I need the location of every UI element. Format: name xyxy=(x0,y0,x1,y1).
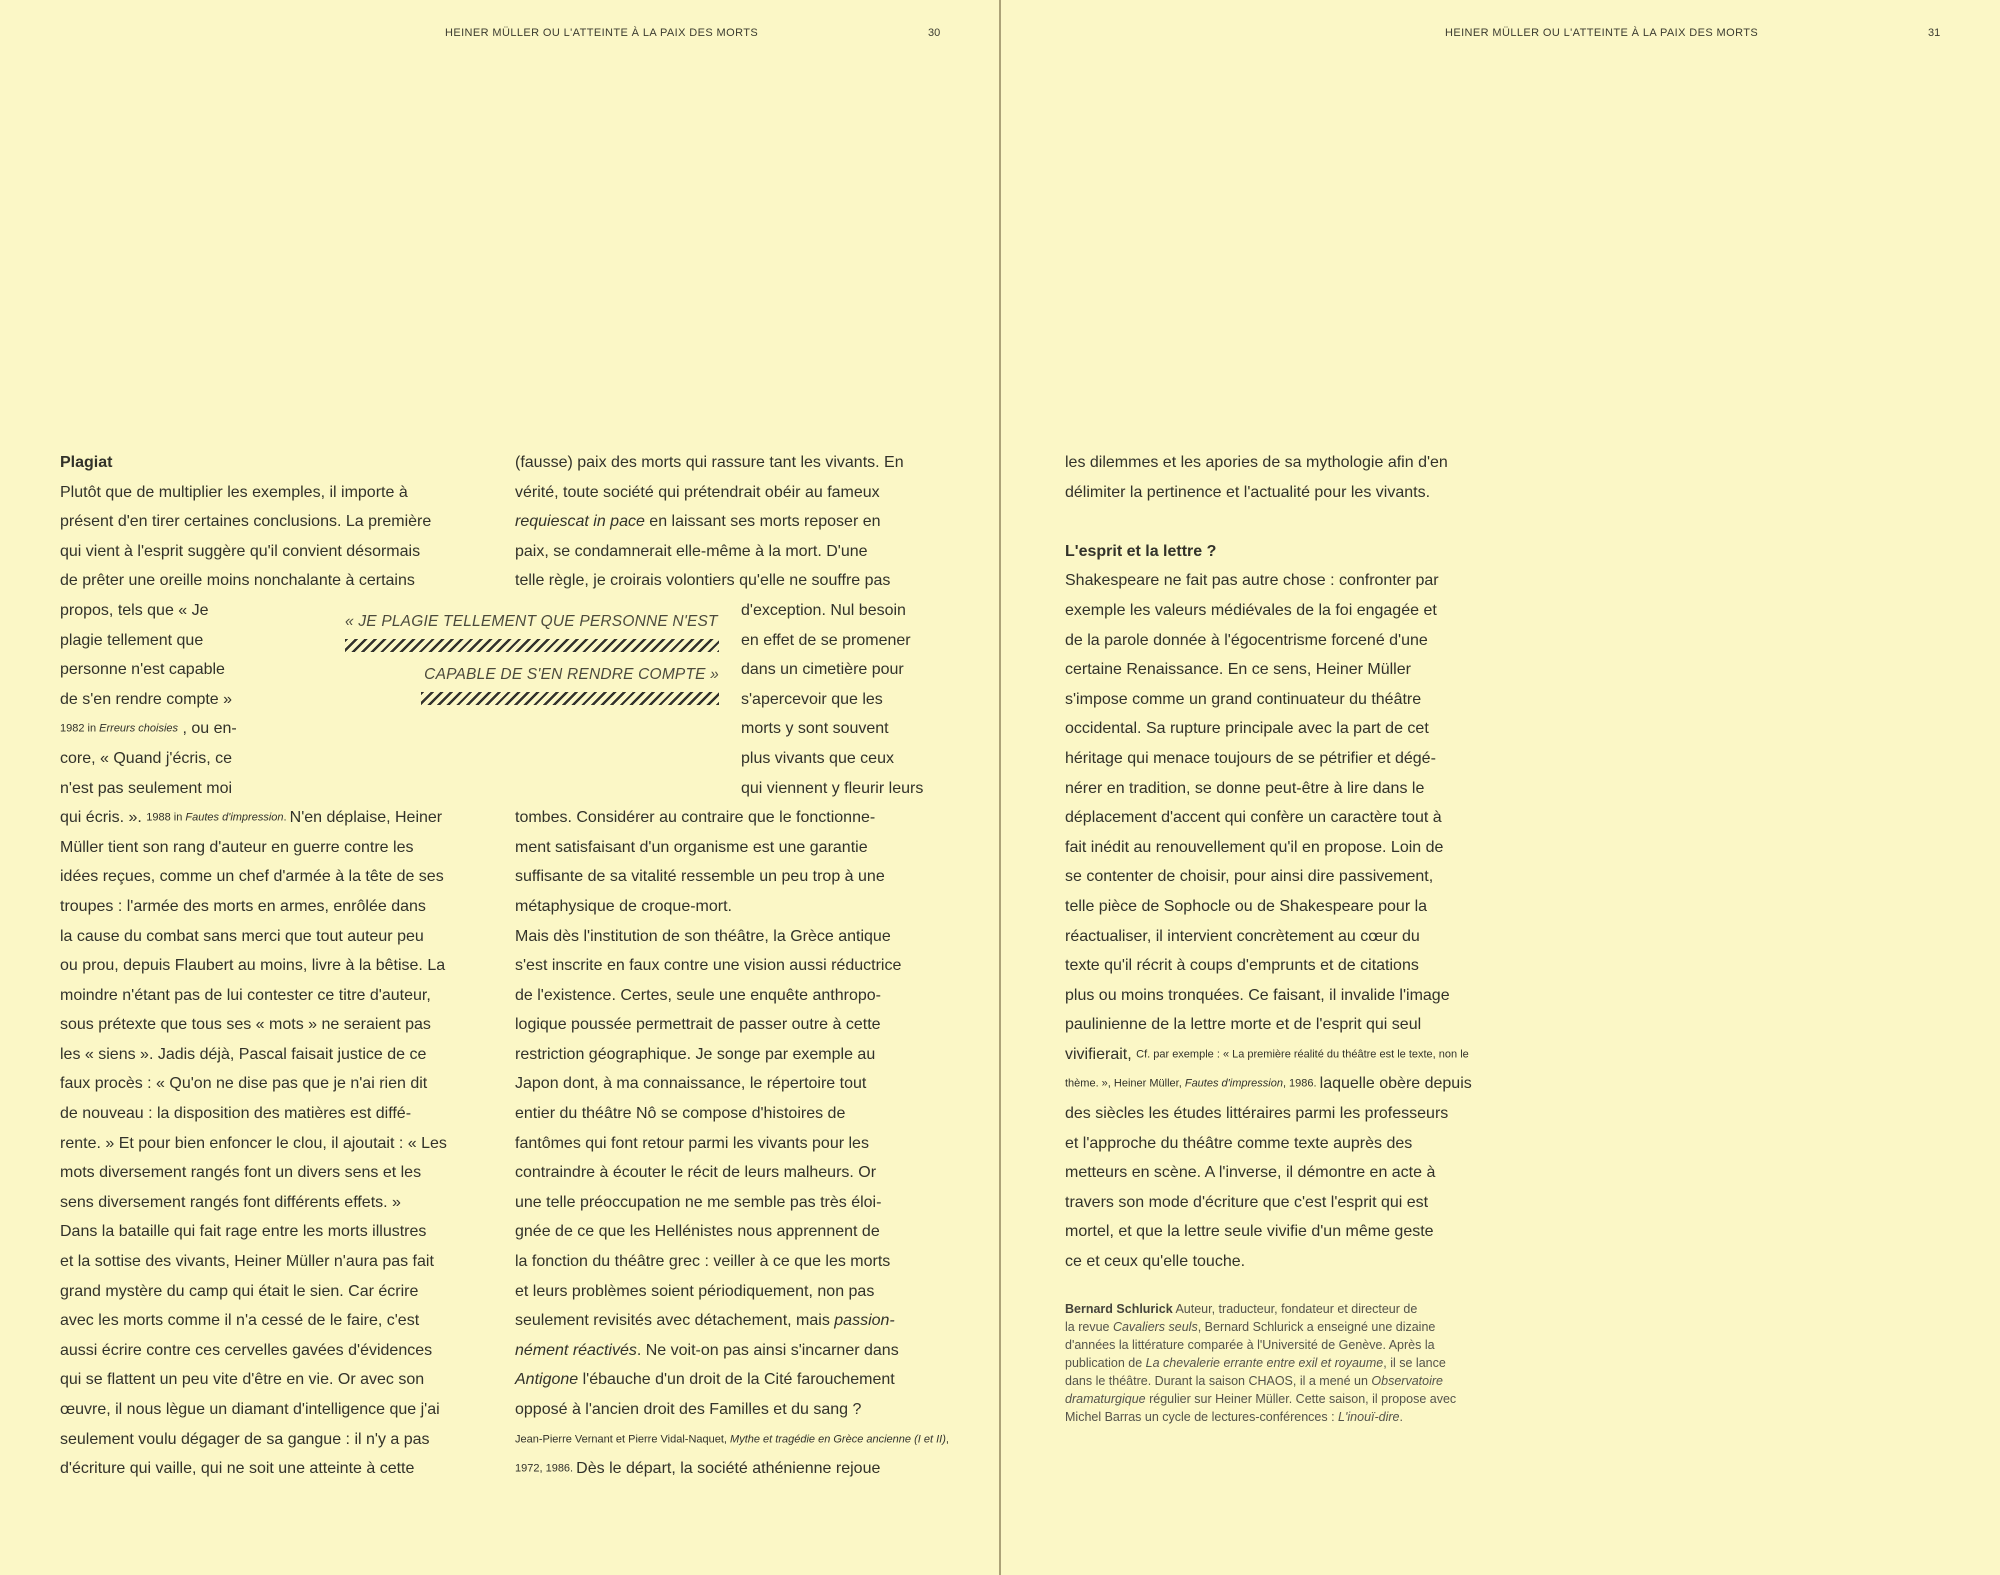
text-line: tombes. Considérer au contraire que le fonctionne- xyxy=(515,809,876,827)
text-line: Plagiat xyxy=(60,454,113,471)
pull-quote xyxy=(345,612,719,705)
text-line: moindre n'étant pas de lui contester ce titre d'auteur, xyxy=(60,986,431,1004)
text-line: présent d'en tirer certaines conclusions. La première xyxy=(60,513,432,531)
text-line: de la parole donnée à l'égocentrisme forcené d'une xyxy=(1065,631,1428,649)
text-line: thème. », Heiner Müller, Fautes d'impression, 1986. laquelle obère depuis xyxy=(1065,1075,1472,1093)
text-line: metteurs en scène. A l'inverse, il démontre en acte à xyxy=(1065,1164,1436,1182)
text-line: d'exception. Nul besoin xyxy=(741,601,906,619)
text-line: nément réactivés. Ne voit-on pas ainsi s'incarner dans xyxy=(515,1341,899,1359)
text-line: occidental. Sa rupture principale avec la part de cet xyxy=(1065,720,1429,738)
running-header-right: HEINER MÜLLER OU L'ATTEINTE À LA PAIX DES MORTS xyxy=(1445,27,1759,39)
text-line: troupes : l'armée des morts en armes, enrôlée dans xyxy=(60,897,426,915)
text-line: Müller tient son rang d'auteur en guerre contre les xyxy=(60,838,414,856)
text-line: paulinienne de la lettre morte et de l'esprit qui seul xyxy=(1065,1016,1422,1034)
text-line: propos, tels que « Je xyxy=(60,601,209,619)
text-line: requiescat in pace en laissant ses morts reposer en xyxy=(515,513,881,531)
text-line: de prêter une oreille moins nonchalante à certains xyxy=(60,572,415,590)
text-line: déplacement d'accent qui confère un caractère tout à xyxy=(1065,809,1442,827)
hatch-rule-icon xyxy=(421,692,719,705)
text-line: core, « Quand j'écris, ce xyxy=(60,749,233,767)
text-line: et la sottise des vivants, Heiner Müller n'aura pas fait xyxy=(60,1253,434,1271)
text-line: aussi écrire contre ces cervelles gavées d'évidences xyxy=(60,1341,433,1359)
text-line: se contenter de choisir, pour ainsi dire passivement, xyxy=(1065,868,1434,886)
text-line: personne n'est capable xyxy=(60,661,225,679)
text-line: suffisante de sa vitalité ressemble un peu trop à une xyxy=(515,868,885,886)
text-line: ment satisfaisant d'un organisme est une garantie xyxy=(515,838,868,856)
text-line: d'écriture qui vaille, qui ne soit une atteinte à cette xyxy=(60,1460,415,1478)
text-line: Japon dont, à ma connaissance, le répertoire tout xyxy=(515,1075,867,1093)
text-line: fait inédit au renouvellement qu'il en propose. Loin de xyxy=(1065,838,1444,856)
text-line: qui se flattent un peu vite d'être en vie. Or avec son xyxy=(60,1371,425,1389)
text-line: vérité, toute société qui prétendrait obéir au fameux xyxy=(515,483,880,501)
right-page-column xyxy=(1065,448,1505,1277)
page-number-left: 30 xyxy=(928,27,941,39)
text-line: nérer en tradition, se donne peut-être à lire dans le xyxy=(1065,779,1425,797)
text-line: qui vient à l'esprit suggère qu'il convient désormais xyxy=(60,542,421,560)
text-line: les « siens ». Jadis déjà, Pascal faisait justice de ce xyxy=(60,1045,427,1063)
text-line: s'impose comme un grand continuateur du théâtre xyxy=(1065,690,1422,708)
text-line: (fausse) paix des morts qui rassure tant les vivants. En xyxy=(515,454,904,471)
text-line: L'esprit et la lettre ? xyxy=(1065,542,1217,560)
text-line: avec les morts comme il n'a cessé de le faire, c'est xyxy=(60,1312,420,1330)
text-line: Plutôt que de multiplier les exemples, il importe à xyxy=(60,483,408,501)
text-line: et leurs problèmes soient périodiquement, non pas xyxy=(515,1282,875,1300)
text-line: et l'approche du théâtre comme texte auprès des xyxy=(1065,1134,1413,1152)
text-line: fantômes qui font retour parmi les vivants pour les xyxy=(515,1134,869,1152)
text-line: Michel Barras un cycle de lectures-conférences : L'inouï-dire. xyxy=(1065,1410,1403,1424)
text-line: Dans la bataille qui fait rage entre les morts illustres xyxy=(60,1223,427,1241)
text-line: Bernard Schlurick Auteur, traducteur, fondateur et directeur de xyxy=(1065,1302,1418,1316)
text-line: grand mystère du camp qui était le sien. Car écrire xyxy=(60,1282,419,1300)
running-header-left: HEINER MÜLLER OU L'ATTEINTE À LA PAIX DES MORTS xyxy=(445,27,759,39)
left-page-column-2 xyxy=(515,448,955,1484)
text-line: la revue Cavaliers seuls, Bernard Schlurick a enseigné une dizaine xyxy=(1065,1320,1436,1334)
text-line: entier du théâtre Nô se compose d'histoires de xyxy=(515,1105,846,1123)
text-line: sous prétexte que tous ses « mots » ne seraient pas xyxy=(60,1016,431,1034)
text-line: métaphysique de croque-mort. xyxy=(515,897,732,915)
text-line: mortel, et que la lettre seule vivifie d'un même geste xyxy=(1065,1223,1434,1241)
text-line: ou prou, depuis Flaubert au moins, livre à la bêtise. La xyxy=(60,957,446,975)
text-line: logique poussée permettrait de passer outre à cette xyxy=(515,1016,881,1034)
text-line: opposé à l'ancien droit des Familles et du sang ? xyxy=(515,1401,862,1418)
text-line: de l'existence. Certes, seule une enquête anthropo- xyxy=(515,986,881,1004)
text-line: publication de La chevalerie errante entre exil et royaume, il se lance xyxy=(1065,1356,1446,1370)
text-line: ce et ceux qu'elle touche. xyxy=(1065,1253,1246,1271)
text-line: Jean-Pierre Vernant et Pierre Vidal-Naquet, Mythe et tragédie en Grèce ancienne (I et II), xyxy=(515,1433,949,1446)
text-line: la cause du combat sans merci que tout auteur peu xyxy=(60,927,424,945)
text-line: s'apercevoir que les xyxy=(741,690,883,708)
text-line: travers son mode d'écriture que c'est l'esprit qui est xyxy=(1065,1193,1429,1211)
text-line: sens diversement rangés font différents effets. » xyxy=(60,1193,401,1211)
text-line: dans le théâtre. Durant la saison CHAOS, il a mené un Observatoire xyxy=(1065,1374,1443,1388)
text-line: telle règle, je croirais volontiers qu'elle ne souffre pas xyxy=(515,572,891,590)
text-line: vivifierait, Cf. par exemple : « La première réalité du théâtre est le texte, non le xyxy=(1065,1045,1469,1063)
text-line: dramaturgique régulier sur Heiner Müller. Cette saison, il propose avec xyxy=(1065,1392,1457,1406)
spine-rule xyxy=(999,0,1001,1575)
text-line: d'années la littérature comparée à l'Université de Genève. Après la xyxy=(1065,1338,1435,1352)
text-line: plus ou moins tronquées. Ce faisant, il invalide l'image xyxy=(1065,986,1450,1004)
text-line: n'est pas seulement moi xyxy=(60,779,233,797)
text-line: texte qu'il récrit à coups d'emprunts et de citations xyxy=(1065,957,1419,975)
text-line: telle pièce de Sophocle ou de Shakespeare pour la xyxy=(1065,897,1428,915)
text-line: une telle préoccupation ne me semble pas très éloi- xyxy=(515,1193,882,1211)
text-line: seulement revisités avec détachement, mais passion- xyxy=(515,1312,895,1330)
text-line: 1982 in Erreurs choisies , ou en- xyxy=(60,720,237,738)
text-line: de nouveau : la disposition des matières est diffé- xyxy=(60,1105,412,1123)
text-line: réactualiser, il intervient concrètement au cœur du xyxy=(1065,927,1420,945)
text-line: faux procès : « Qu'on ne dise pas que je n'ai rien dit xyxy=(60,1075,428,1093)
text-line: exemple les valeurs médiévales de la foi engagée et xyxy=(1065,601,1437,619)
text-line: rente. » Et pour bien enfoncer le clou, il ajoutait : « Les xyxy=(60,1134,447,1152)
page-number-right: 31 xyxy=(1928,27,1941,39)
hatch-rule-icon xyxy=(345,639,719,652)
text-line: plagie tellement que xyxy=(60,631,204,649)
text-line: restriction géographique. Je songe par exemple au xyxy=(515,1045,876,1063)
text-line: de s'en rendre compte » xyxy=(60,690,233,708)
text-line: qui viennent y fleurir leurs xyxy=(741,779,924,797)
text-line: contraindre à écouter le récit de leurs malheurs. Or xyxy=(515,1164,877,1182)
text-line: idées reçues, comme un chef d'armée à la tête de ses xyxy=(60,868,444,886)
text-line: les dilemmes et les apories de sa mythologie afin d'en xyxy=(1065,454,1448,471)
text-line: dans un cimetière pour xyxy=(741,661,904,679)
text-line: Mais dès l'institution de son théâtre, la Grèce antique xyxy=(515,927,891,945)
text-line xyxy=(1065,507,1505,537)
text-line: héritage qui menace toujours de se pétrifier et dégé- xyxy=(1065,749,1436,767)
author-bio xyxy=(1065,1300,1503,1426)
text-line: la fonction du théâtre grec : veiller à ce que les morts xyxy=(515,1253,891,1271)
text-line: gnée de ce que les Hellénistes nous apprennent de xyxy=(515,1223,880,1241)
pull-quote-line-2: CAPABLE DE S'EN RENDRE COMPTE » xyxy=(424,666,719,683)
text-line: certaine Renaissance. En ce sens, Heiner Müller xyxy=(1065,661,1411,679)
text-line: mots diversement rangés font un divers sens et les xyxy=(60,1164,422,1182)
text-line: s'est inscrite en faux contre une vision aussi réductrice xyxy=(515,957,902,975)
text-line: plus vivants que ceux xyxy=(741,749,894,767)
text-line: morts y sont souvent xyxy=(741,720,889,738)
text-line: paix, se condamnerait elle-même à la mort. D'une xyxy=(515,542,868,560)
text-line: 1972, 1986. Dès le départ, la société athénienne rejoue xyxy=(515,1460,881,1478)
pull-quote-line-1: « JE PLAGIE TELLEMENT QUE PERSONNE N'EST xyxy=(345,613,718,630)
text-line: seulement voulu dégager de sa gangue : il n'y a pas xyxy=(60,1430,430,1448)
text-line: délimiter la pertinence et l'actualité pour les vivants. xyxy=(1065,483,1431,501)
text-line: en effet de se promener xyxy=(741,631,911,649)
text-line: qui écris. ». 1988 in Fautes d'impression. N'en déplaise, Heiner xyxy=(60,809,443,827)
text-line: Shakespeare ne fait pas autre chose : confronter par xyxy=(1065,572,1439,590)
text-line: œuvre, il nous lègue un diamant d'intelligence que j'ai xyxy=(60,1401,440,1418)
text-line: des siècles les études littéraires parmi les professeurs xyxy=(1065,1105,1449,1123)
text-line: Antigone l'ébauche d'un droit de la Cité farouchement xyxy=(515,1371,895,1389)
left-page-column-1 xyxy=(60,448,495,1484)
